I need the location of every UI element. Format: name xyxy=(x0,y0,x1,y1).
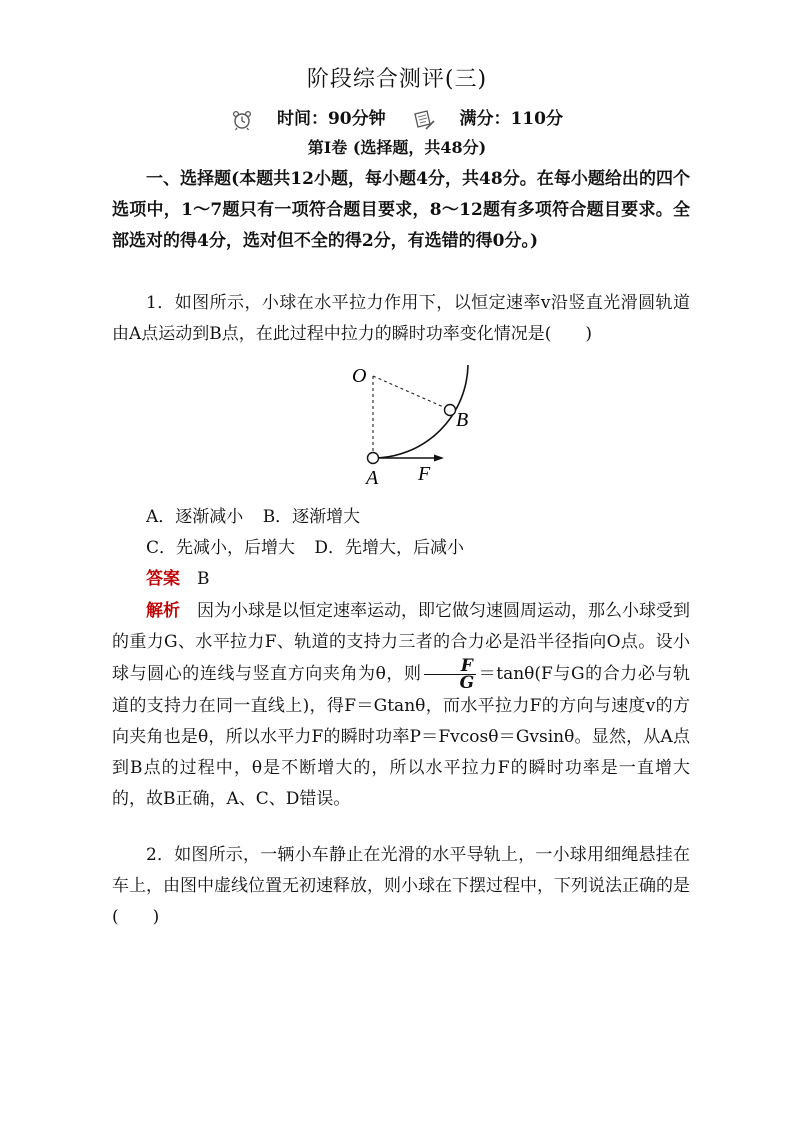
fraction-denominator: G xyxy=(459,673,475,693)
option-d: D．先增大，后减小 xyxy=(314,538,465,558)
analysis-text-2: ＝tanθ(F与G的合力必与轨道的支持力在同一直线上)，得F＝Gtanθ，而水平拉力F的方向与速度v的方向夹角也是θ，所以水平力F的瞬时功率P＝Fvcosθ＝Gvsinθ。显然，从A点到B点的过程中，θ是不断增大的，所以水平拉力F的瞬时功率是一直增大的，故B正确，A、C、D错误。 xyxy=(112,664,690,809)
question-1-figure xyxy=(340,360,490,492)
alarm-clock-icon xyxy=(231,109,253,131)
question-1-answer xyxy=(112,564,690,595)
option-c: C．先减小，后增大 xyxy=(146,538,296,558)
option-a: A．逐渐减小 xyxy=(146,507,244,527)
figure-label-f: F xyxy=(418,463,431,485)
time-info xyxy=(231,104,386,131)
fraction-numerator: F xyxy=(424,658,477,675)
exam-meta xyxy=(0,104,794,131)
analysis-label: 解析 xyxy=(146,601,180,621)
score-info xyxy=(412,104,563,131)
option-b: B．逐渐增大 xyxy=(262,507,361,527)
figure-label-b: B xyxy=(456,409,469,431)
question-1-stem: 1．如图所示，小球在水平拉力作用下，以恒定速率v沿竖直光滑圆轨道由A点运动到B点，在此过程中拉力的瞬时功率变化情况是( ) xyxy=(112,293,690,344)
question-1-analysis xyxy=(112,596,690,815)
question-1-options-row-1 xyxy=(146,502,374,533)
answer-value: B xyxy=(197,569,210,589)
paper-pen-icon xyxy=(412,109,436,131)
fraction-f-over-g xyxy=(424,658,477,691)
section-instructions: 一、选择题(本题共12小题，每小题4分，共48分。在每小题给出的四个选项中，1～7题只有一项符合题目要求，8～12题有多项符合题目要求。全部选对的得4分，选对但不全的得2分，有选错的得0分。) xyxy=(112,169,690,251)
question-2-stem: 2．如图所示，一辆小车静止在光滑的水平导轨上，一小球用细绳悬挂在车上，由图中虚线位置无初速释放，则小球在下摆过程中，下列说法正确的是( ) xyxy=(112,845,690,927)
part-heading: 第Ⅰ卷 (选择题，共48分) xyxy=(307,138,487,157)
analysis-text-1: 因为小球是以恒定速率运动，即它做匀速圆周运动，那么小球受到的重力G、水平拉力F、轨道的支持力三者的合力必是沿半径指向O点。设小球与圆心的连线与竖直方向夹角为θ，则 xyxy=(112,601,690,684)
figure-label-o: O xyxy=(352,365,367,387)
page-title: 阶段综合测评(三) xyxy=(306,67,488,92)
question-1-options-row-2 xyxy=(146,533,478,564)
score-text: 满分：110分 xyxy=(459,109,563,129)
time-text: 时间：90分钟 xyxy=(276,109,386,129)
figure-label-a: A xyxy=(366,467,379,489)
answer-label: 答案 xyxy=(146,569,180,589)
